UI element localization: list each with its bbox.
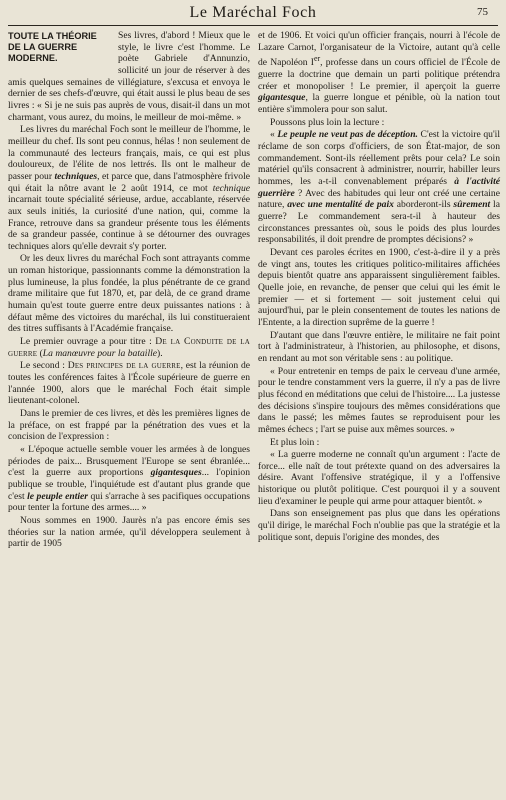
emphasis: le peuple entier [27, 490, 89, 502]
book-subtitle: La manœuvre pour la bataille [42, 347, 158, 359]
emphasis: avec une mentalité de paix [287, 199, 394, 211]
emphasis: à l'activité guerrière [258, 176, 501, 199]
paragraph: D'autant que dans l'œuvre entière, le militaire ne fait point tort à l'administrateur, à l'historien, au philosophe, et disons, en rendant au mot son véritable sens : au politique. [258, 329, 500, 364]
paragraph-text: ( [37, 347, 43, 359]
right-column [258, 30, 500, 543]
paragraph-text: la guerre? Le commandement sera-t-il à hauteur des circonstances pressantes où, sous le poids des plus lourdes responsabilités, il doit prendre de promptes décisions? » [258, 199, 500, 246]
paragraph-text: « [270, 129, 278, 141]
quote-paragraph: « La guerre moderne ne connaît qu'un argument : l'acte de force... elle naît de tout prétexte quand on des adversaires la désire. Avant l'offensive stratégique, il y a l'offensive historique ou plutôt politique. C'est pourquoi il y a souvent lieu d'examiner le peuple qui arme pour attaquer bientôt. » [258, 449, 500, 507]
paragraph-text: ). [157, 347, 163, 359]
paragraph: Nous sommes en 1900. Jaurès n'a pas encore émis ses théories sur la nation armée, qu'il développera seulement à partir de 1905 [8, 514, 250, 550]
emphasis: Le peuple ne veut pas de déception. [277, 129, 418, 141]
paragraph-text: et de 1906. Et voici qu'un officier français, nourri à l'école de Lazare Carnot, l'organisateur de la Victoire, autant qu'à celle de Napoléon I [258, 30, 500, 69]
paragraph-text: , professe dans un cours officiel de l'École de guerre la doctrine que demain un parti politique prétendra créer et monopoliser ! Le premier, il aperçoit la guerre [258, 57, 500, 92]
paragraph-text: ... l'opinion publique se trouble, l'inquiétude est d'autant plus grande que c'est [8, 467, 250, 502]
paragraph [8, 336, 250, 359]
emphasis: technique [212, 182, 250, 194]
page-number: 75 [477, 6, 488, 18]
left-column [8, 30, 250, 550]
paragraph: Poussons plus loin la lecture : [270, 116, 385, 128]
paragraph-text: , la guerre longue et pénible, où la nation tout entière s'immolera pour son salut. [258, 92, 500, 116]
paragraph: Devant ces paroles écrites en 1900, c'est-à-dire il y a près de vingt ans, toutes les critiques politico-militaires affichées depuis bientôt quatre ans apparaissent singulièrement faibles. Quelle joie, en revanche, de penser que celui qui les émit le premier — et si fortement — soit justement celui qui aujourd'hui, par le plein consentement de toutes les nations de l'Entente, a la direction suprême de la guerre ! [258, 247, 500, 328]
paragraph: Et plus loin : [270, 436, 320, 448]
book-title: Des principes de la guerre [67, 360, 181, 372]
paragraph-text: Ses livres, d'abord ! Mieux que le style, le livre c'est l'homme. Le poète Gabriele d'Annunzio, sollicité un jour de réserver à des amis quelques semaines de villégiature, s'excusa et envoya le dernier de ses chefs-d'œuvre, qui était aussi le plus beau de ses livres : « Si je ne suis pas auprès de vous, disait-il dans un mot charmant, vous aurez, du moins, le meilleur de moi-même. » [8, 30, 250, 123]
paragraph-text: Les livres du maréchal Foch sont le meilleur de l'homme, le meilleur du chef. Ils sont peu connus, hélas ! non seulement de la communauté des lecteurs français, mais, ce qui est plus douloureux, de l'élite de nos lettrés. Ils ont le malheur de passer pour [8, 124, 250, 182]
side-heading: TOUTE LA THÉORIE DE LA GUERRE MODERNE. [8, 31, 97, 63]
quote-paragraph [8, 444, 250, 514]
paragraph-text: qui s'arrache à ses pacifiques occupations pour tenter la fortune des armes.... » [8, 490, 251, 514]
running-header [0, 0, 506, 26]
running-title: Le Maréchal Foch [189, 4, 317, 21]
superscript: er [313, 54, 321, 64]
quote-paragraph: « Pour entretenir en temps de paix le cerveau d'une armée, pour le tendre constamment vers la guerre, il n'y a pas de livre plus fécond en méditations que celui de l'histoire.... La justesse des décisions s'inspire toujours des mêmes considérations que dans le passé; les mêmes fautes se reproduisent pour les mêmes échecs ; l'art se puise aux mêmes sources. » [258, 365, 500, 435]
paragraph: Dans son enseignement pas plus que dans les opérations qu'il dirige, le maréchal Foch n'oublie pas que la stratégie et la politique sont, depuis l'origine des mondes, des [258, 508, 500, 543]
paragraph-text: Le premier ouvrage a pour titre : [20, 336, 156, 348]
paragraph-text: aborderont-ils [393, 199, 454, 211]
emphasis: gigantesques [150, 467, 202, 479]
paragraph-text: , et parce que, dans l'atmosphère frivole qui était la nôtre avant le 2 août 1914, ce mot [8, 170, 250, 194]
paragraph-text: « L'époque actuelle semble vouer les armées à de longues périodes de paix... Brusquement l'Europe se sent ébranlée... c'est la guerre aux proportions [8, 443, 250, 479]
paragraph-text: ? Avec des habitudes qui leur ont créé une certaine nature, [258, 187, 500, 211]
paragraph-text: , est la réunion de toutes les conférences faites à l'École supérieure de guerre en l'année 1900, alors que le maréchal Foch était simple lieutenant-colonel. [8, 360, 250, 407]
paragraph [8, 30, 250, 123]
header-rule [8, 25, 498, 26]
paragraph [8, 124, 250, 252]
paragraph-text: incarnait toute spécialité sérieuse, ardue, accablante, réservée aux seuls initiés, la curiosité d'une nation, qui, comme la France, retrouve dans sa grandeur présente tous les éléments de sa grandeur passée, continue à se détourner des ouvrages techniques alors qu'elle devrait s'y porter. [8, 194, 250, 252]
paragraph [258, 30, 500, 116]
paragraph: Or les deux livres du maréchal Foch sont attrayants comme un roman historique, passionnants comme la démonstration la plus lumineuse, la plus fondée, la plus pénétrante de ce grand drame militaire que fut 1870, et, par delà, de ce grand drame humain qu'est toute guerre entre deux puissantes nations : à défaut même des victoires du maréchal, ils lui constitueraient des titres suffisants à l'Académie française. [8, 253, 250, 335]
emphasis: techniques [54, 170, 98, 182]
emphasis: sûrement [453, 199, 491, 211]
paragraph [8, 360, 250, 407]
book-title: De la Conduite de la guerre [8, 336, 250, 359]
paragraph-text: C'est la victoire qu'il réclame de son corps d'officiers, de son État-major, de son commandement. Sont-ils réellement prêts pour cela? Le soin matériel qu'ils consacrent à administrer, nourrir, habiller leurs hommes, les a-t-il convenablement préparés [258, 129, 501, 188]
paragraph-text: Le second : [20, 360, 68, 372]
emphasis: gigantesque [258, 92, 306, 104]
quote-paragraph [258, 129, 500, 246]
paragraph: Dans le premier de ces livres, et dès les premières lignes de la préface, on est frappé par la pénétration des vues et la concision de l'expression : [8, 408, 250, 443]
